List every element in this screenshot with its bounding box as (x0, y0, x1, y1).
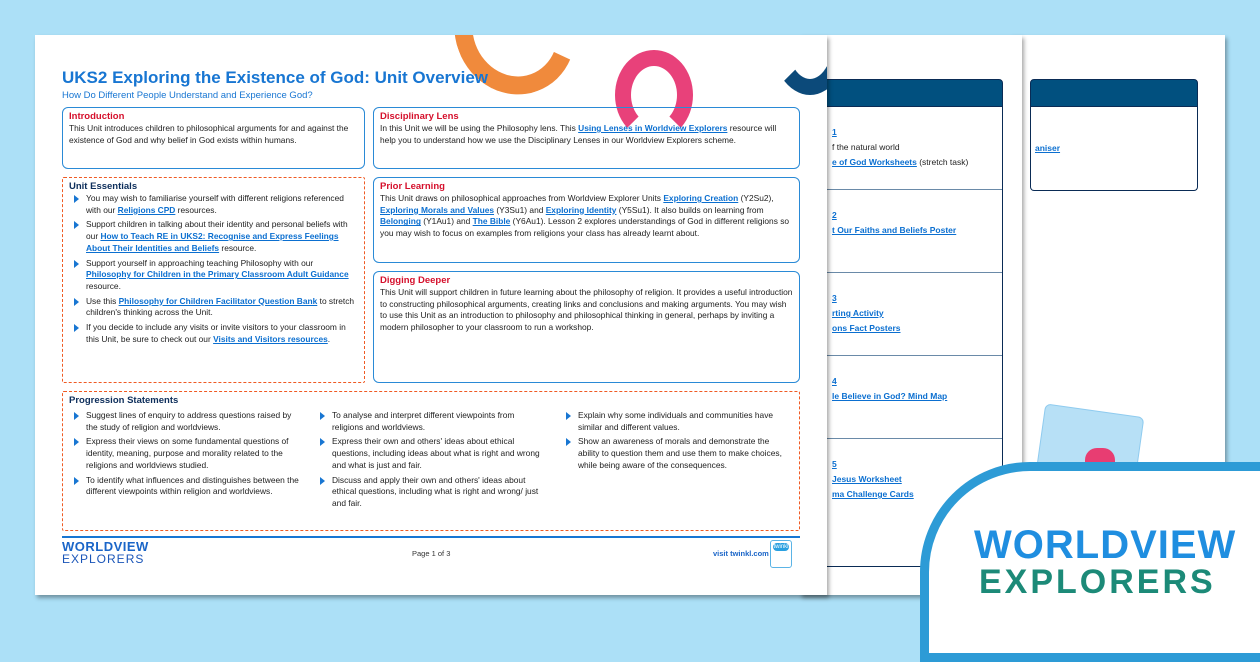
prior-learning-box (373, 177, 800, 263)
section-heading: Unit Essentials (69, 181, 138, 192)
list-item: Use this Philosophy for Children Facilitator Question Bank to stretch children's thinking across the Unit. (69, 296, 358, 319)
section-heading: Progression Statements (69, 395, 179, 406)
resource-link[interactable]: Using Lenses in Worldview Explorers (578, 123, 728, 133)
list-item: To analyse and interpret different viewpoints from religions and worldviews. (315, 410, 547, 433)
table-box (1030, 107, 1198, 191)
list-item: To identify what influences and distinguishes between the different viewpoints within religion and worldviews. (69, 475, 301, 498)
list-item: Express their own and others' ideas about ethical questions, including ideas about what is right and wrong and what is just and fair. (315, 436, 547, 471)
table-row: 5 Jesus Worksheet ma Challenge Cards (832, 459, 914, 499)
resource-link[interactable]: Exploring Morals and Values (380, 204, 495, 215)
section-text: In this Unit we will be using the Philosophy lens. This Using Lenses in Worldview Explorers resource will help you to understand how we use the Disciplinary Lenses in our Worldview Explorers scheme. (380, 123, 777, 145)
table-row: 1 f the natural world e of God Worksheets (stretch task) (818, 107, 1002, 190)
essentials-list (69, 193, 358, 345)
decorative-navy-arc (770, 35, 827, 95)
introduction-box (62, 107, 365, 169)
resource-link[interactable]: le Believe in God? Mind Map (832, 391, 948, 401)
digging-deeper-box (373, 271, 800, 383)
resource-link[interactable]: Religions CPD (117, 204, 176, 215)
resource-link[interactable]: aniser (1035, 143, 1061, 153)
resource-link[interactable]: How to Teach RE in UKS2: Recognise and Express Feelings About Their Identities and Beliefs (86, 231, 339, 253)
resource-link[interactable]: Philosophy for Children in the Primary Classroom Adult Guidance (86, 269, 349, 280)
page-title: UKS2 Exploring the Existence of God: Unit Overview (62, 68, 489, 87)
twinkl-quality-badge: twinkl (770, 540, 792, 568)
footer-divider (62, 536, 800, 538)
section-text: This Unit introduces children to philosophical arguments for and against the existence of God and why belief in God exists within humans. (69, 123, 349, 145)
unit-essentials-box (62, 177, 365, 383)
brand-logo-line1: WORLDVIEW (974, 523, 1237, 567)
table-header-bar (1030, 79, 1198, 107)
progression-column-2 (315, 410, 547, 513)
section-heading: Prior Learning (380, 181, 445, 192)
progression-statements-box (62, 391, 800, 531)
resource-link[interactable]: t Our Faiths and Beliefs Poster (832, 225, 957, 235)
progression-column-3 (561, 410, 793, 513)
list-item: Suggest lines of enquiry to address questions raised by the study of religion and worldviews. (69, 410, 301, 433)
table-row: 3 rting Activity ons Fact Posters (818, 273, 1002, 356)
list-item: Express their views on some fundamental questions of identity, meaning, purpose and morality related to the religions and worldviews studied. (69, 436, 301, 471)
page-subtitle: How Do Different People Understand and Experience God? (62, 90, 313, 101)
resource-link[interactable]: Exploring Creation (663, 193, 739, 203)
brand-logo-panel (920, 462, 1260, 662)
resource-link[interactable]: e of God Worksheets (832, 157, 917, 167)
resource-link[interactable]: Jesus Worksheet (832, 474, 902, 484)
twinkl-link[interactable]: visit twinkl.com (713, 549, 769, 558)
section-heading: Digging Deeper (380, 275, 451, 286)
resource-link[interactable]: ma Challenge Cards (832, 489, 914, 499)
table-row: 2 t Our Faiths and Beliefs Poster (818, 190, 1002, 273)
resource-link[interactable]: Exploring Identity (545, 204, 617, 215)
table-row: 4 le Believe in God? Mind Map (818, 356, 1002, 439)
section-text: This Unit draws on philosophical approaches from Worldview Explorer Units Exploring Creation (Y2Su2), Exploring Morals and Values (Y3Su1) and Exploring Identity (Y5Su1). It also builds on learning from Belonging (Y1Au1) and The Bible (Y6Au1). Lesson 2 explores understandings of God in different religions so you may wish to focus on examples from religions your class has already learnt about. (380, 193, 790, 239)
brand-logo-line2: EXPLORERS (979, 563, 1216, 601)
footer-logo: WORLDVIEW EXPLORERS (62, 539, 149, 566)
list-item: Explain why some individuals and communities have similar and different values. (561, 410, 793, 433)
section-text: This Unit will support children in future learning about the philosophy of religion. It provides a useful introduction to constructing philosophical arguments, creating links and conclusions and making arguments. You may wish to use this Unit as an introduction to philosophy and philosophical thinking in general, perhaps by inviting a modern philosopher to your classroom to run a workshop. (380, 287, 793, 333)
resource-link[interactable]: ons Fact Posters (832, 323, 901, 333)
section-heading: Disciplinary Lens (380, 111, 459, 122)
section-heading: Introduction (69, 111, 125, 122)
list-item: Discuss and apply their own and others' ideas about ethical questions, including what is right and wrong/ just and fair. (315, 475, 547, 510)
page-1-overview (35, 35, 827, 595)
progression-column-1 (69, 410, 301, 513)
resource-link[interactable]: Philosophy for Children Facilitator Question Bank (118, 295, 318, 306)
list-item: If you decide to include any visits or invite visitors to your classroom in this Unit, be sure to check out our Visits and Visitors resources. (69, 322, 358, 345)
table-header-bar (817, 79, 1003, 107)
resource-link[interactable]: Visits and Visitors resources (213, 333, 328, 344)
list-item: Support children in talking about their identity and personal beliefs with our How to Teach RE in UKS2: Recognise and Express Feelings About Their Identities and Beliefs resource. (69, 219, 358, 254)
list-item: Support yourself in approaching teaching Philosophy with our Philosophy for Children in the Primary Classroom Adult Guidance resource. (69, 258, 358, 293)
disciplinary-lens-box (373, 107, 800, 169)
resource-link[interactable]: Belonging (380, 216, 421, 227)
resource-link[interactable]: rting Activity (832, 308, 884, 318)
page-number: Page 1 of 3 (412, 549, 451, 558)
list-item: You may wish to familiarise yourself with different religions referenced with our Religions CPD resources. (69, 193, 358, 216)
resource-link[interactable]: The Bible (472, 216, 511, 227)
list-item: Show an awareness of morals and demonstrate the ability to question them and use them to make choices, while being aware of the consequences. (561, 436, 793, 471)
